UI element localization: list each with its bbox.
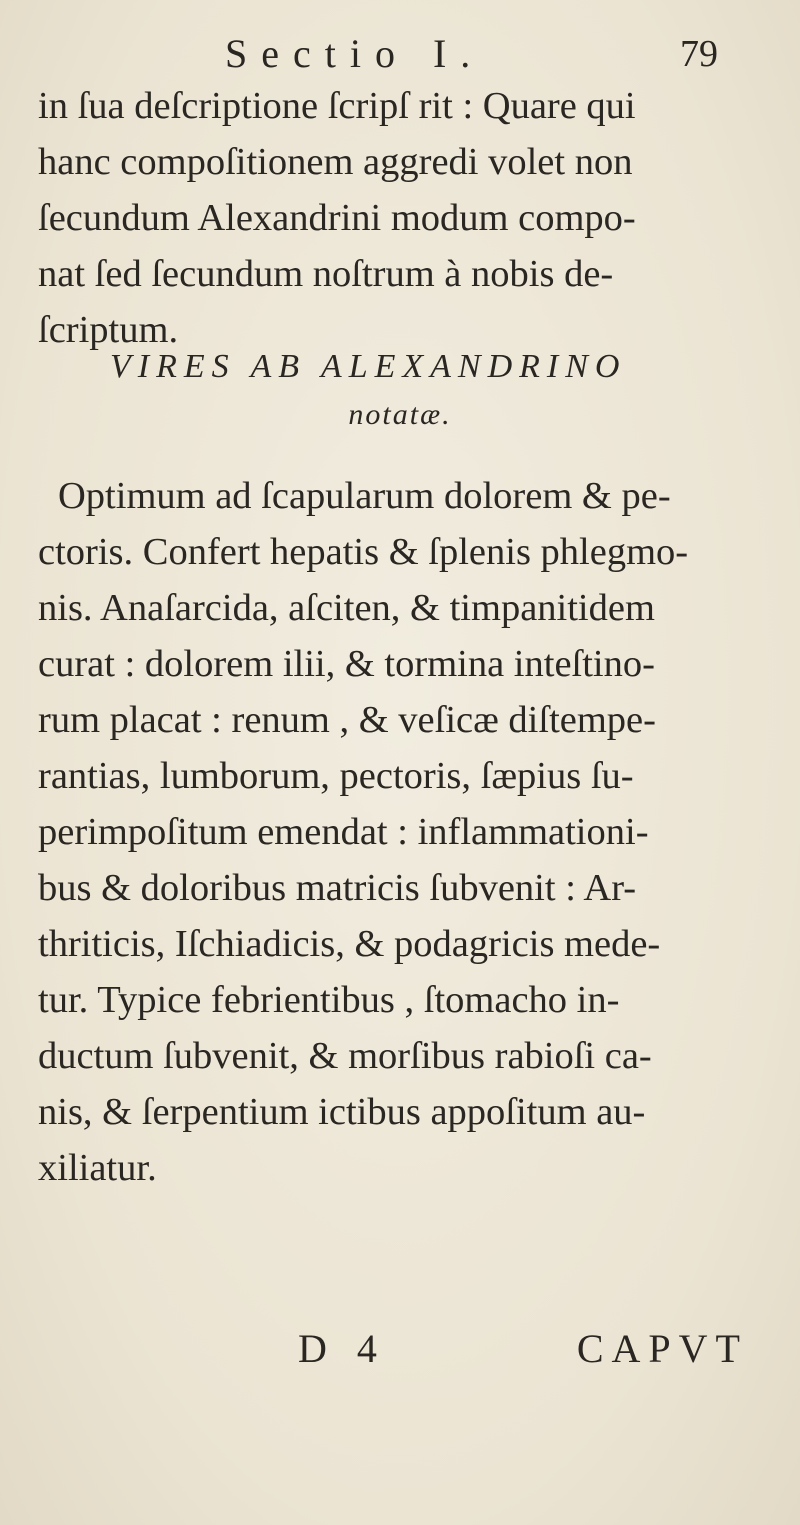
text-line: in ſua deſcriptione ſcripſ rit : Quare qui <box>38 85 636 127</box>
text-line: rantias, lumborum, pectoris, ſæpius ſu- <box>38 755 634 797</box>
text-line: rum placat : renum , & veſicæ diſtempe- <box>38 699 656 741</box>
text-line: nis. Anaſarcida, aſciten, & timpanitidem <box>38 587 655 629</box>
text-line: ſcriptum. <box>38 309 179 351</box>
text-line: curat : dolorem ilii, & tormina inteſtino- <box>38 643 655 685</box>
text-line: xiliatur. <box>38 1147 157 1189</box>
text-line: tur. Typice febrientibus , ſtomacho in- <box>38 979 620 1021</box>
page-footer <box>0 1325 800 1385</box>
section-heading: VIRES AB ALEXANDRINO <box>110 348 627 385</box>
running-head <box>0 30 800 80</box>
paragraph-two <box>38 468 768 1196</box>
text-line: bus & doloribus matricis ſubvenit : Ar- <box>38 867 637 909</box>
signature-mark: D 4 <box>298 1326 387 1371</box>
text-line: thriticis, Iſchiadicis, & podagricis mede- <box>38 923 661 965</box>
text-line: Optimum ad ſcapularum dolorem & pe- <box>58 475 671 517</box>
catchword: CAPVT <box>576 1326 748 1371</box>
section-subheading: notatæ. <box>348 398 452 431</box>
text-line: hanc compoſitionem aggredi volet non <box>38 141 633 183</box>
page-number: 79 <box>680 33 718 75</box>
text-line: nis, & ſerpentium ictibus appoſitum au- <box>38 1091 646 1133</box>
text-line: ctoris. Confert hepatis & ſplenis phlegmo- <box>38 531 689 573</box>
text-line: ductum ſubvenit, & morſibus rabioſi ca- <box>38 1035 652 1077</box>
text-line: nat ſed ſecundum noſtrum à nobis de- <box>38 253 614 295</box>
running-head-title: Sectio I. <box>225 31 485 76</box>
text-line: ſecundum Alexandrini modum compo- <box>38 197 636 239</box>
text-line: perimpoſitum emendat : inflammationi- <box>38 811 649 853</box>
paragraph-one <box>38 78 768 358</box>
